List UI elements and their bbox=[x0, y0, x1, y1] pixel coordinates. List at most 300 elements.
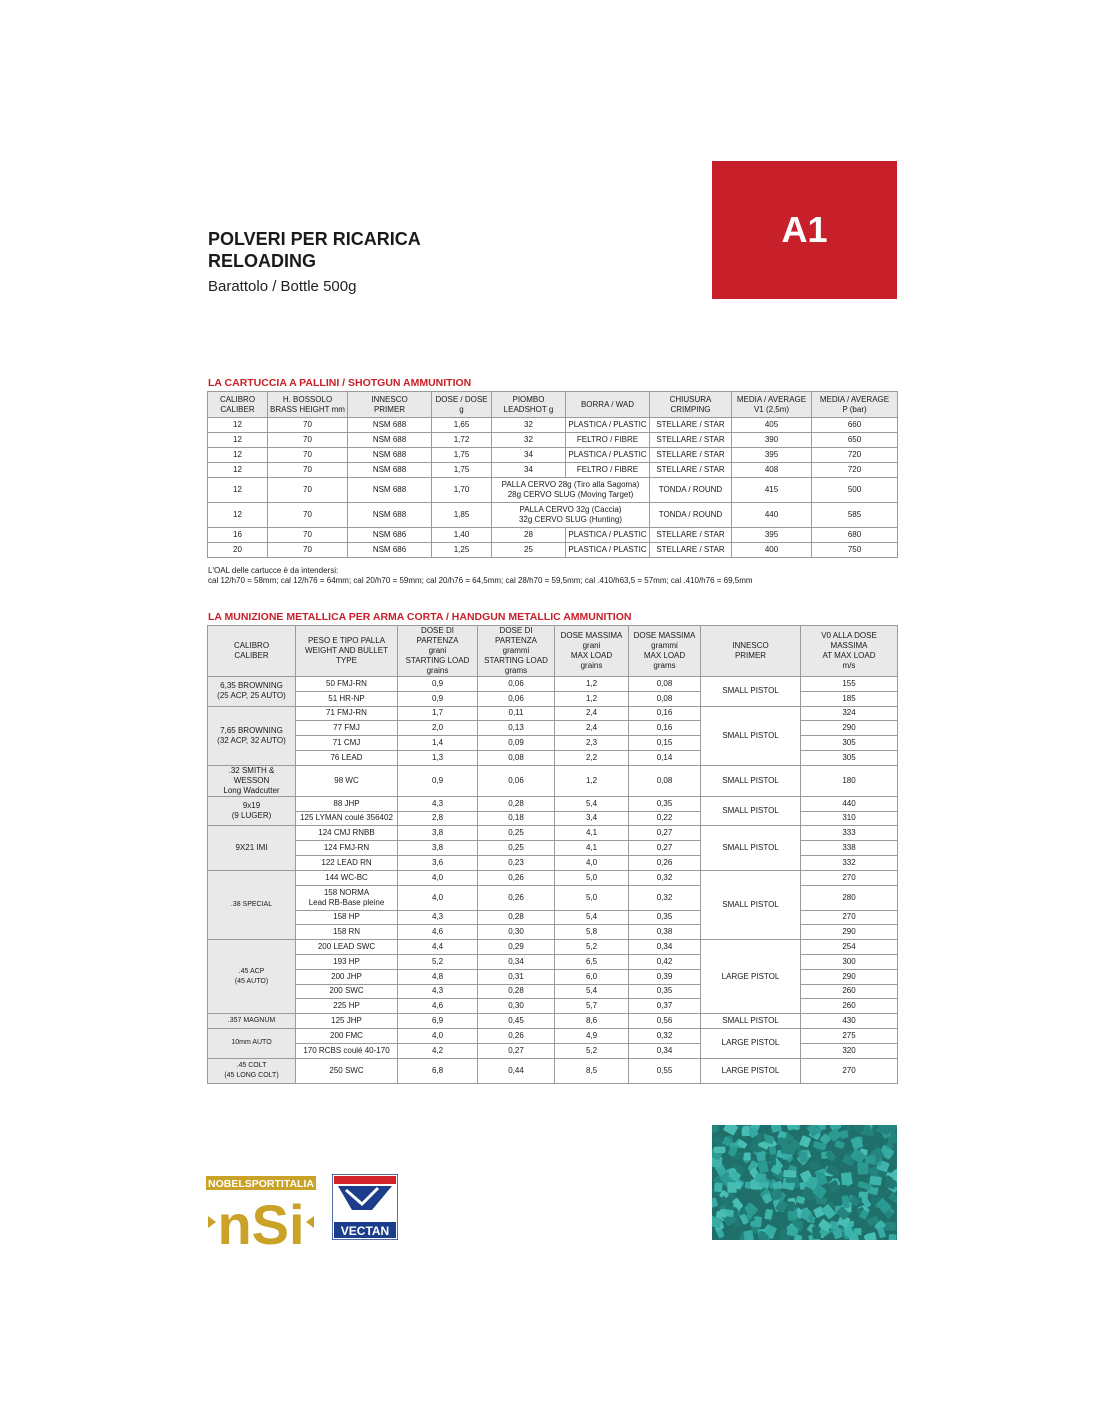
load-value-cell: 4,1 bbox=[555, 826, 629, 841]
powder-granule bbox=[783, 1170, 796, 1178]
cell-line: (45 LONG COLT) bbox=[224, 1071, 279, 1079]
cell-line: WEIGHT AND BULLET TYPE bbox=[305, 646, 388, 665]
shotgun-cell: 70 bbox=[268, 418, 348, 433]
primer-cell: LARGE PISTOL bbox=[701, 940, 801, 1014]
shotgun-cell: 1,85 bbox=[432, 503, 492, 528]
primer-cell: SMALL PISTOL bbox=[701, 706, 801, 765]
bullet-cell: 51 HR-NP bbox=[296, 691, 398, 706]
cell-line: grains bbox=[426, 666, 449, 675]
shotgun-col-header bbox=[650, 392, 732, 418]
shotgun-cell: 28 bbox=[492, 528, 566, 543]
shotgun-cell: 25 bbox=[492, 543, 566, 558]
cell-line: (25 ACP, 25 AUTO) bbox=[217, 691, 286, 701]
load-value-cell: 6,9 bbox=[398, 1014, 478, 1029]
load-value-cell: 0,13 bbox=[478, 721, 555, 736]
shotgun-row bbox=[208, 448, 898, 463]
handgun-row bbox=[208, 1014, 898, 1029]
shotgun-cell: PLASTICA / PLASTIC bbox=[566, 528, 650, 543]
load-value-cell: 5,8 bbox=[555, 925, 629, 940]
shotgun-cell: STELLARE / STAR bbox=[650, 528, 732, 543]
load-value-cell: 0,28 bbox=[478, 796, 555, 811]
shotgun-cell: 70 bbox=[268, 528, 348, 543]
velocity-cell: 270 bbox=[801, 870, 898, 885]
handgun-col-header bbox=[629, 626, 701, 677]
load-value-cell: 0,31 bbox=[478, 969, 555, 984]
cell-line: STARTING LOAD bbox=[484, 656, 548, 665]
load-value-cell: 1,3 bbox=[398, 750, 478, 765]
shotgun-cell: 34 bbox=[492, 448, 566, 463]
shotgun-row bbox=[208, 543, 898, 558]
bullet-cell: 193 HP bbox=[296, 954, 398, 969]
primer-cell: SMALL PISTOL bbox=[701, 870, 801, 939]
handgun-section-title: LA MUNIZIONE METALLICA PER ARMA CORTA / HANDGUN METALLIC AMMUNITION bbox=[208, 611, 632, 623]
load-value-cell: 8,6 bbox=[555, 1014, 629, 1029]
velocity-cell: 324 bbox=[801, 706, 898, 721]
cell-line: BORRA / WAD bbox=[580, 399, 635, 409]
load-value-cell: 5,0 bbox=[555, 870, 629, 885]
cell-line: grani bbox=[428, 646, 447, 655]
primer-cell: LARGE PISTOL bbox=[701, 1028, 801, 1058]
bullet-cell: 225 HP bbox=[296, 999, 398, 1014]
load-value-cell: 0,27 bbox=[629, 826, 701, 841]
shotgun-cell: 720 bbox=[812, 448, 898, 463]
velocity-cell: 333 bbox=[801, 826, 898, 841]
load-value-cell: 0,9 bbox=[398, 691, 478, 706]
powder-granule bbox=[857, 1162, 868, 1174]
handgun-row bbox=[208, 796, 898, 811]
bullet-cell: 124 CMJ RNBB bbox=[296, 826, 398, 841]
shotgun-row bbox=[208, 433, 898, 448]
handgun-row bbox=[208, 1028, 898, 1043]
oal-note bbox=[208, 566, 753, 586]
load-value-cell: 0,22 bbox=[629, 811, 701, 826]
primer-cell: SMALL PISTOL bbox=[701, 826, 801, 870]
shotgun-cell: PLASTICA / PLASTIC bbox=[566, 448, 650, 463]
load-value-cell: 2,4 bbox=[555, 706, 629, 721]
load-value-cell: 0,06 bbox=[478, 765, 555, 796]
load-value-cell: 0,16 bbox=[629, 721, 701, 736]
load-value-cell: 0,34 bbox=[629, 1043, 701, 1058]
powder-granules-image bbox=[712, 1125, 897, 1240]
velocity-cell: 338 bbox=[801, 841, 898, 856]
load-value-cell: 0,37 bbox=[629, 999, 701, 1014]
bullet-cell: 170 RCBS coulé 40-170 bbox=[296, 1043, 398, 1058]
shotgun-cell: PLASTICA / PLASTIC bbox=[566, 418, 650, 433]
shotgun-cell: 12 bbox=[208, 418, 268, 433]
load-value-cell: 5,4 bbox=[555, 984, 629, 999]
shotgun-cell: FELTRO / FIBRE bbox=[566, 463, 650, 478]
cell-line: P (bar) bbox=[842, 404, 867, 414]
load-value-cell: 1,2 bbox=[555, 765, 629, 796]
load-value-cell: 4,2 bbox=[398, 1043, 478, 1058]
load-value-cell: 2,0 bbox=[398, 721, 478, 736]
load-value-cell: 0,34 bbox=[629, 940, 701, 955]
powder-granule bbox=[714, 1183, 723, 1193]
bullet-cell: 71 FMJ-RN bbox=[296, 706, 398, 721]
shotgun-cell: 70 bbox=[268, 448, 348, 463]
handgun-header-row bbox=[208, 626, 898, 677]
shotgun-cell: STELLARE / STAR bbox=[650, 418, 732, 433]
primer-cell: SMALL PISTOL bbox=[701, 1014, 801, 1029]
cell-line: MAX LOAD bbox=[570, 651, 613, 660]
caliber-cell bbox=[208, 706, 296, 765]
section-badge-label: A1 bbox=[781, 209, 828, 250]
cell-line: CALIBRO bbox=[219, 394, 256, 404]
shotgun-cell: 70 bbox=[268, 503, 348, 528]
shotgun-col-header bbox=[208, 392, 268, 418]
caliber-cell bbox=[208, 1014, 296, 1029]
cell-line: .32 SMITH & WESSON bbox=[228, 765, 275, 785]
load-value-cell: 2,2 bbox=[555, 750, 629, 765]
load-value-cell: 0,14 bbox=[629, 750, 701, 765]
shotgun-cell: STELLARE / STAR bbox=[650, 463, 732, 478]
load-value-cell: 0,35 bbox=[629, 910, 701, 925]
bullet-cell: 125 JHP bbox=[296, 1014, 398, 1029]
cell-line: INNESCO bbox=[732, 641, 769, 650]
section-badge bbox=[712, 161, 897, 299]
shotgun-col-header bbox=[268, 392, 348, 418]
cell-line: 6,35 BROWNING bbox=[220, 681, 283, 691]
slug-line: 28g CERVO SLUG (Moving Target) bbox=[507, 490, 634, 499]
velocity-cell: 260 bbox=[801, 984, 898, 999]
primer-cell: SMALL PISTOL bbox=[701, 765, 801, 796]
shotgun-cell: TONDA / ROUND bbox=[650, 478, 732, 503]
shotgun-cell: NSM 688 bbox=[348, 418, 432, 433]
caliber-cell bbox=[208, 796, 296, 826]
bullet-cell: 250 SWC bbox=[296, 1058, 398, 1083]
powder-granule bbox=[714, 1147, 726, 1153]
cell-line: CALIBRO bbox=[233, 641, 270, 650]
shotgun-cell: NSM 688 bbox=[348, 433, 432, 448]
nobelsportitalia-logo bbox=[206, 1176, 316, 1262]
load-value-cell: 0,44 bbox=[478, 1058, 555, 1083]
cell-line: CALIBER bbox=[234, 651, 269, 660]
handgun-row bbox=[208, 1058, 898, 1083]
handgun-table bbox=[207, 625, 898, 1084]
slug-line: 32g CERVO SLUG (Hunting) bbox=[518, 515, 622, 524]
slug-line: PALLA CERVO 32g (Caccia) bbox=[519, 505, 622, 514]
load-value-cell: 0,30 bbox=[478, 999, 555, 1014]
bullet-cell: 158 HP bbox=[296, 910, 398, 925]
load-value-cell: 0,34 bbox=[478, 954, 555, 969]
cell-line: V0 ALLA DOSE MASSIMA bbox=[821, 631, 877, 650]
load-value-cell: 1,2 bbox=[555, 691, 629, 706]
bullet-cell: 125 LYMAN coulé 356402 bbox=[296, 811, 398, 826]
page-subtitle: Barattolo / Bottle 500g bbox=[208, 278, 357, 295]
load-value-cell: 3,6 bbox=[398, 855, 478, 870]
cell-line: grams bbox=[504, 666, 528, 675]
handgun-row bbox=[208, 677, 898, 692]
cell-line: AT MAX LOAD bbox=[822, 651, 876, 660]
load-value-cell: 6,5 bbox=[555, 954, 629, 969]
powder-granule bbox=[888, 1234, 896, 1240]
load-value-cell: 4,3 bbox=[398, 796, 478, 811]
shotgun-cell: STELLARE / STAR bbox=[650, 433, 732, 448]
shotgun-cell: PLASTICA / PLASTIC bbox=[566, 543, 650, 558]
shotgun-cell: 500 bbox=[812, 478, 898, 503]
shotgun-cell: 1,70 bbox=[432, 478, 492, 503]
load-value-cell: 4,4 bbox=[398, 940, 478, 955]
bullet-cell: 50 FMJ-RN bbox=[296, 677, 398, 692]
bullet-cell: 144 WC-BC bbox=[296, 870, 398, 885]
shotgun-col-header bbox=[432, 392, 492, 418]
velocity-cell: 332 bbox=[801, 855, 898, 870]
handgun-row bbox=[208, 826, 898, 841]
cell-line: PESO E TIPO PALLA bbox=[307, 636, 386, 645]
load-value-cell: 0,08 bbox=[629, 677, 701, 692]
caliber-cell bbox=[208, 870, 296, 939]
load-value-cell: 0,39 bbox=[629, 969, 701, 984]
shotgun-cell: 1,65 bbox=[432, 418, 492, 433]
handgun-col-header bbox=[296, 626, 398, 677]
shotgun-cell: NSM 688 bbox=[348, 503, 432, 528]
load-value-cell: 0,26 bbox=[478, 870, 555, 885]
velocity-cell: 290 bbox=[801, 969, 898, 984]
load-value-cell: 0,32 bbox=[629, 870, 701, 885]
load-value-cell: 0,11 bbox=[478, 706, 555, 721]
cell-line: m/s bbox=[842, 661, 856, 670]
velocity-cell: 440 bbox=[801, 796, 898, 811]
velocity-cell: 185 bbox=[801, 691, 898, 706]
cell-line: V1 (2,5m) bbox=[753, 404, 790, 414]
shotgun-col-header bbox=[492, 392, 566, 418]
load-value-cell: 0,32 bbox=[629, 885, 701, 910]
shotgun-cell: 70 bbox=[268, 463, 348, 478]
load-value-cell: 0,25 bbox=[478, 841, 555, 856]
handgun-col-header bbox=[208, 626, 296, 677]
load-value-cell: 0,15 bbox=[629, 736, 701, 751]
velocity-cell: 254 bbox=[801, 940, 898, 955]
cell-line: (32 ACP, 32 AUTO) bbox=[217, 735, 286, 745]
shotgun-cell: 408 bbox=[732, 463, 812, 478]
velocity-cell: 275 bbox=[801, 1028, 898, 1043]
cell-line: 7,65 BROWNING bbox=[220, 725, 283, 735]
bullet-line: Lead RB-Base pleine bbox=[308, 897, 385, 907]
powder-granule bbox=[841, 1172, 853, 1185]
load-value-cell: 4,0 bbox=[398, 1028, 478, 1043]
caliber-cell bbox=[208, 826, 296, 870]
load-value-cell: 0,30 bbox=[478, 925, 555, 940]
caliber-cell bbox=[208, 765, 296, 796]
load-value-cell: 0,42 bbox=[629, 954, 701, 969]
shotgun-cell: STELLARE / STAR bbox=[650, 448, 732, 463]
bullet-cell: 200 FMC bbox=[296, 1028, 398, 1043]
cell-line: PRIMER bbox=[734, 651, 767, 660]
nsi-logo-letters: nSi bbox=[217, 1193, 305, 1256]
load-value-cell: 0,26 bbox=[478, 1028, 555, 1043]
shotgun-cell: 70 bbox=[268, 478, 348, 503]
load-value-cell: 1,2 bbox=[555, 677, 629, 692]
cell-line: PIOMBO bbox=[512, 394, 545, 404]
shotgun-table bbox=[207, 391, 898, 558]
velocity-cell: 300 bbox=[801, 954, 898, 969]
cell-line: H. BOSSOLO bbox=[282, 394, 333, 404]
caliber-cell bbox=[208, 677, 296, 707]
shotgun-cell: 440 bbox=[732, 503, 812, 528]
velocity-cell: 310 bbox=[801, 811, 898, 826]
load-value-cell: 4,0 bbox=[398, 870, 478, 885]
shotgun-cell: NSM 686 bbox=[348, 543, 432, 558]
bullet-cell: 77 FMJ bbox=[296, 721, 398, 736]
shotgun-cell: 1,75 bbox=[432, 448, 492, 463]
velocity-cell: 270 bbox=[801, 1058, 898, 1083]
bullet-cell bbox=[296, 885, 398, 910]
shotgun-row bbox=[208, 463, 898, 478]
handgun-col-header bbox=[801, 626, 898, 677]
primer-cell: LARGE PISTOL bbox=[701, 1058, 801, 1083]
cell-line: CALIBER bbox=[220, 404, 255, 414]
bullet-cell: 200 JHP bbox=[296, 969, 398, 984]
load-value-cell: 0,32 bbox=[629, 1028, 701, 1043]
shotgun-cell: 405 bbox=[732, 418, 812, 433]
load-value-cell: 5,4 bbox=[555, 910, 629, 925]
shotgun-cell: 395 bbox=[732, 528, 812, 543]
shotgun-cell: NSM 688 bbox=[348, 448, 432, 463]
shotgun-cell: 395 bbox=[732, 448, 812, 463]
shotgun-cell: 390 bbox=[732, 433, 812, 448]
load-value-cell: 0,25 bbox=[478, 826, 555, 841]
load-value-cell: 0,27 bbox=[478, 1043, 555, 1058]
load-value-cell: 8,5 bbox=[555, 1058, 629, 1083]
velocity-cell: 270 bbox=[801, 910, 898, 925]
powder-granule bbox=[884, 1221, 896, 1231]
shotgun-cell: 680 bbox=[812, 528, 898, 543]
shotgun-cell: NSM 688 bbox=[348, 463, 432, 478]
cell-line: CHIUSURA bbox=[669, 394, 712, 404]
load-value-cell: 4,9 bbox=[555, 1028, 629, 1043]
load-value-cell: 4,8 bbox=[398, 969, 478, 984]
primer-cell: SMALL PISTOL bbox=[701, 677, 801, 707]
shotgun-row bbox=[208, 503, 898, 528]
powder-granule bbox=[756, 1151, 766, 1161]
shotgun-cell: 70 bbox=[268, 433, 348, 448]
caliber-cell bbox=[208, 1058, 296, 1083]
handgun-col-header bbox=[398, 626, 478, 677]
shotgun-cell: 12 bbox=[208, 503, 268, 528]
bullet-cell: 158 RN bbox=[296, 925, 398, 940]
bullet-cell: 98 WC bbox=[296, 765, 398, 796]
load-value-cell: 0,55 bbox=[629, 1058, 701, 1083]
shotgun-cell: 34 bbox=[492, 463, 566, 478]
shotgun-cell bbox=[492, 478, 650, 503]
handgun-col-header bbox=[555, 626, 629, 677]
powder-granule bbox=[840, 1130, 849, 1139]
shotgun-col-header bbox=[566, 392, 650, 418]
velocity-cell: 290 bbox=[801, 925, 898, 940]
shotgun-cell: 20 bbox=[208, 543, 268, 558]
cell-line: .357 MAGNUM bbox=[227, 1017, 276, 1025]
velocity-cell: 260 bbox=[801, 999, 898, 1014]
shotgun-col-header bbox=[812, 392, 898, 418]
load-value-cell: 0,06 bbox=[478, 691, 555, 706]
powder-granule bbox=[787, 1201, 795, 1212]
load-value-cell: 2,3 bbox=[555, 736, 629, 751]
bullet-cell: 122 LEAD RN bbox=[296, 855, 398, 870]
load-value-cell: 0,06 bbox=[478, 677, 555, 692]
caliber-cell bbox=[208, 940, 296, 1014]
load-value-cell: 5,2 bbox=[555, 1043, 629, 1058]
shotgun-cell: 12 bbox=[208, 463, 268, 478]
caliber-cell bbox=[208, 1028, 296, 1058]
cell-line: .38 SPECIAL bbox=[230, 900, 273, 908]
shotgun-cell: STELLARE / STAR bbox=[650, 543, 732, 558]
velocity-cell: 305 bbox=[801, 750, 898, 765]
shotgun-cell: 415 bbox=[732, 478, 812, 503]
handgun-row bbox=[208, 940, 898, 955]
load-value-cell: 0,9 bbox=[398, 765, 478, 796]
cell-line: g bbox=[459, 404, 464, 414]
nsi-logo-top-text: NOBELSPORTITALIA bbox=[208, 1178, 314, 1190]
vectan-logo-red-band bbox=[334, 1176, 396, 1184]
page-title-line-2: RELOADING bbox=[208, 251, 316, 271]
load-value-cell: 3,8 bbox=[398, 826, 478, 841]
velocity-cell: 430 bbox=[801, 1014, 898, 1029]
bullet-cell: 124 FMJ-RN bbox=[296, 841, 398, 856]
cell-line: STARTING LOAD bbox=[405, 656, 470, 665]
powder-granule bbox=[727, 1182, 736, 1193]
cell-line: (45 AUTO) bbox=[234, 977, 269, 985]
handgun-col-header bbox=[478, 626, 555, 677]
cell-line: grani bbox=[582, 641, 601, 650]
load-value-cell: 4,3 bbox=[398, 910, 478, 925]
bullet-cell: 200 SWC bbox=[296, 984, 398, 999]
shotgun-row bbox=[208, 478, 898, 503]
load-value-cell: 0,35 bbox=[629, 984, 701, 999]
shotgun-cell: 585 bbox=[812, 503, 898, 528]
load-value-cell: 4,1 bbox=[555, 841, 629, 856]
load-value-cell: 1,7 bbox=[398, 706, 478, 721]
title-block bbox=[208, 228, 421, 295]
bullet-cell: 88 JHP bbox=[296, 796, 398, 811]
load-value-cell: 0,28 bbox=[478, 984, 555, 999]
load-value-cell: 0,9 bbox=[398, 677, 478, 692]
load-value-cell: 0,08 bbox=[478, 750, 555, 765]
shotgun-cell: 1,40 bbox=[432, 528, 492, 543]
cell-line: LEADSHOT g bbox=[503, 404, 554, 414]
cell-line: DOSE DI PARTENZA bbox=[416, 626, 459, 645]
oal-note-line-1: L'OAL delle cartucce è da intendersi: bbox=[208, 566, 339, 575]
shotgun-cell: FELTRO / FIBRE bbox=[566, 433, 650, 448]
vectan-logo-text: VECTAN bbox=[340, 1224, 390, 1238]
load-value-cell: 4,3 bbox=[398, 984, 478, 999]
cell-line: Long Wadcutter bbox=[223, 785, 280, 795]
shotgun-cell bbox=[492, 503, 650, 528]
load-value-cell: 4,6 bbox=[398, 925, 478, 940]
oal-note-line-2: cal 12/h70 = 58mm; cal 12/h76 = 64mm; cal 20/h70 = 59mm; cal 20/h76 = 64,5mm; cal 28/h70 = 59,5mm; cal .410/h63,5 = 57mm; cal .410/h76 = 69,5mm bbox=[208, 576, 753, 585]
cell-line: DOSE DI PARTENZA bbox=[495, 626, 537, 645]
load-value-cell: 5,2 bbox=[555, 940, 629, 955]
cell-line: 9X21 IMI bbox=[235, 843, 268, 853]
powder-granule bbox=[755, 1173, 766, 1183]
load-value-cell: 4,0 bbox=[398, 885, 478, 910]
load-value-cell: 6,0 bbox=[555, 969, 629, 984]
powder-granule bbox=[743, 1230, 754, 1240]
cell-line: PRIMER bbox=[373, 404, 406, 414]
shotgun-cell: 1,25 bbox=[432, 543, 492, 558]
load-value-cell: 0,29 bbox=[478, 940, 555, 955]
shotgun-section-title: LA CARTUCCIA A PALLINI / SHOTGUN AMMUNITION bbox=[208, 377, 472, 389]
shotgun-cell: 1,72 bbox=[432, 433, 492, 448]
bullet-line: 158 NORMA bbox=[323, 887, 370, 897]
shotgun-cell: 32 bbox=[492, 433, 566, 448]
powder-granule bbox=[769, 1146, 777, 1155]
shotgun-cell: 70 bbox=[268, 543, 348, 558]
powder-granule bbox=[781, 1143, 795, 1155]
load-value-cell: 4,6 bbox=[398, 999, 478, 1014]
cell-line: INNESCO bbox=[371, 394, 408, 404]
bullet-cell: 200 LEAD SWC bbox=[296, 940, 398, 955]
shotgun-cell: 400 bbox=[732, 543, 812, 558]
